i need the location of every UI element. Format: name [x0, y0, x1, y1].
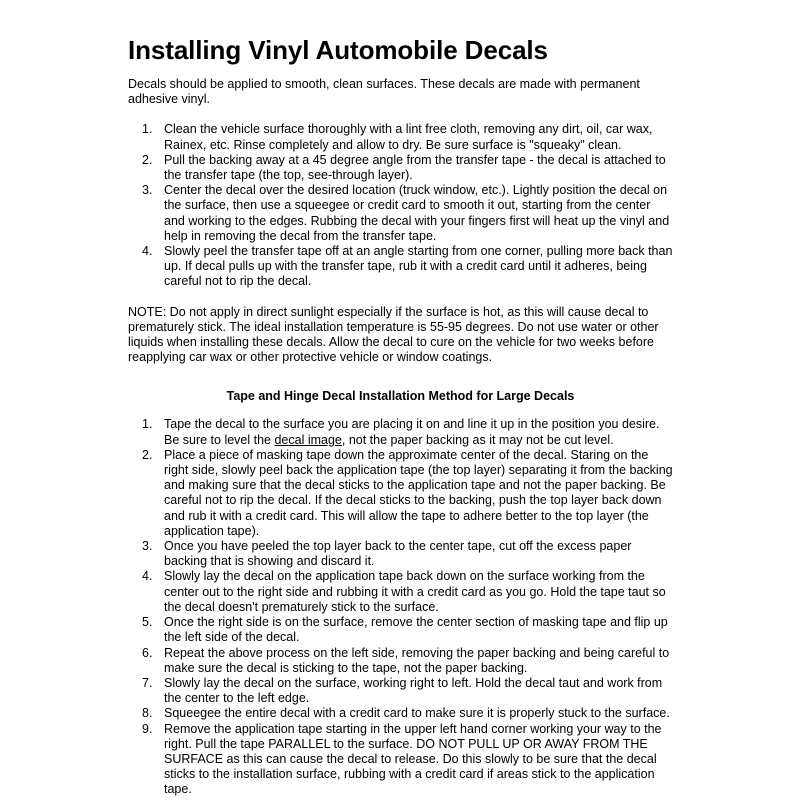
step-number: 9. — [142, 721, 153, 736]
list-item — [128, 676, 673, 706]
step-number: 8. — [142, 706, 153, 721]
step-text: Once the right side is on the surface, remove the center section of masking tape and flip up the left side of the decal. — [164, 615, 668, 645]
list-item — [128, 722, 673, 798]
step-number: 4. — [142, 569, 153, 584]
step-text: Once you have peeled the top layer back to the center tape, cut off the excess paper backing that is showing and discard it. — [164, 539, 632, 569]
list-item — [128, 153, 673, 183]
list-item — [128, 569, 673, 615]
step-number: 5. — [142, 615, 153, 630]
step-text-before: Tape the decal to the surface you are placing it on and line it up in the position you desire. Be sure to level the — [164, 417, 660, 447]
step-number: 2. — [142, 447, 153, 462]
step-text: Place a piece of masking tape down the approximate center of the decal. Staring on the right side, slowly peel back the application tape (the top layer) separating it from the backing and making sure that the decal sticks to the application tape and not the paper backing. Be careful not to rip the decal. If the decal sticks to the backing, push the top layer back down and rub it with a credit card. This will allow the tape to adhere better to the top layer (the application tape). — [164, 447, 673, 538]
step-text: Slowly lay the decal on the surface, working right to left. Hold the decal taut and work from the center to the left edge. — [164, 675, 663, 706]
list-item — [128, 706, 673, 721]
list-item — [128, 122, 673, 152]
list-item — [128, 448, 673, 539]
hinge-steps-list — [128, 417, 673, 797]
step-text: Clean the vehicle surface thoroughly with a lint free cloth, removing any dirt, oil, car wax, Rainex, etc. Rinse completely and allow to dry. Be sure surface is "squeaky" clean. — [164, 122, 653, 152]
step-number: 7. — [142, 675, 153, 690]
list-item — [128, 183, 673, 244]
step-number: 1. — [142, 417, 153, 432]
step-number: 4. — [142, 244, 153, 259]
step-number: 3. — [142, 539, 153, 554]
step-text: Repeat the above process on the left side, removing the paper backing and being careful to make sure the decal is sticking to the tape, not the paper backing. — [164, 645, 670, 675]
step-text-after: , not the paper backing as it may not be cut level. — [341, 432, 614, 447]
list-item — [128, 539, 673, 569]
intro-paragraph: Decals should be applied to smooth, clean surfaces. These decals are made with permanent adhesive vinyl. — [128, 77, 640, 107]
page-title: Installing Vinyl Automobile Decals — [128, 35, 548, 65]
list-item — [128, 646, 673, 676]
step-text: Slowly lay the decal on the application tape back down on the surface working from the center out to the right side and rubbing it with a credit card as you go. Hold the tape taut so the decal doesn't prematurely stick to the surface. — [164, 569, 666, 614]
step-text: Remove the application tape starting in the upper left hand corner working your way to the right. Pull the tape PARALLEL to the surface. DO NOT PULL UP OR AWAY FROM THE SURFACE as this can cause the decal to release. Do this slowly to be sure that the decal sticks to the installation surface, rubbing with a credit card if areas stick to the application tape. — [164, 721, 662, 797]
list-item — [128, 417, 673, 447]
step-number: 1. — [142, 122, 153, 137]
underlined-phrase: decal image — [274, 432, 342, 447]
step-number: 6. — [142, 645, 153, 660]
step-text: Pull the backing away at a 45 degree angle from the transfer tape - the decal is attached to the transfer tape (the top, see-through layer). — [164, 152, 666, 183]
note-paragraph: NOTE: Do not apply in direct sunlight especially if the surface is hot, as this will cause decal to prematurely stick. The ideal installation temperature is 55-95 degrees. Do not use water or other liquids when installing these decals. Allow the decal to cure on the vehicle for two weeks before reapplying car wax or other protective vehicle or window coatings. — [128, 304, 659, 365]
list-item — [128, 615, 673, 645]
basic-steps-list — [128, 122, 673, 289]
section-heading: Tape and Hinge Decal Installation Method for Large Decals — [226, 389, 575, 404]
document-page — [128, 34, 673, 798]
step-text: Center the decal over the desired location (truck window, etc.). Lightly position the decal on the surface, then use a squeegee or credit card to smooth it out, starting from the center and working to the edges. Rubbing the decal with your fingers first will heat up the vinyl and help in removing the decal from the transfer tape. — [164, 183, 670, 243]
list-item — [128, 244, 673, 290]
step-number: 3. — [142, 183, 153, 198]
step-text: Slowly peel the transfer tape off at an angle starting from one corner, pulling more back than up. If decal pulls up with the transfer tape, rub it with a credit card until it adheres, being careful not to rip the decal. — [164, 244, 673, 289]
step-number: 2. — [142, 152, 153, 167]
step-text: Squeegee the entire decal with a credit card to make sure it is properly stuck to the surface. — [164, 706, 670, 721]
